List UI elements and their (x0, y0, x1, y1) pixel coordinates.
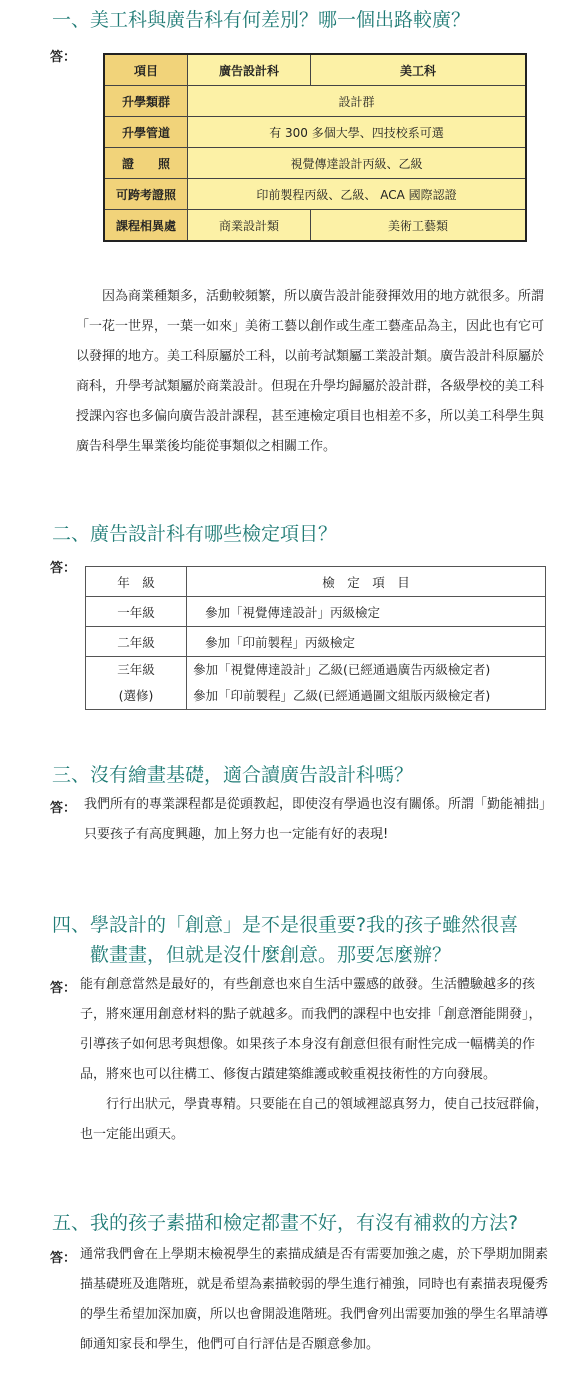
row-value-ad: 商業設計類 (188, 210, 311, 242)
table-header-year: 年 級 (86, 567, 187, 597)
answer-text: 因為商業種類多，活動較頻繁，所以廣告設計能發揮效用的地方就很多。所謂「一花一世界，一葉一如來」美術工藝以創作或生產工藝產品為主，因此也有它可以發揮的地方。美工科原屬於工科，以前考試類屬工業設計類。廣告設計科原屬於商科，升學考試類屬於商業設計。但現在升學均歸屬於設計群，各級學校的美工科授課內容也多偏向廣告設計課程，甚至連檢定項目也相差不多，所以美工科學生與廣告科學生畢業後均能從事類似之相關工作。 (76, 289, 545, 454)
table-header-art: 美工科 (311, 54, 527, 86)
question-5-title: 五、我的孩子素描和檢定都畫不好，有沒有補救的方法? (52, 1212, 519, 1234)
question-2-title: 二、廣告設計科有哪些檢定項目？ (52, 523, 338, 545)
year-cell: 一年級 (86, 597, 187, 627)
row-label: 證 照 (104, 148, 188, 179)
question-4-title-line-2: 歡畫畫，但就是沒什麼創意。那要怎麼辦？ (90, 944, 452, 966)
table-header-ad: 廣告設計科 (188, 54, 311, 86)
table-row (86, 627, 546, 657)
item-line: 參加「印前製程」乙級(已經通過圖文組版丙級檢定者) (193, 688, 491, 703)
answer-label: 答： (50, 50, 77, 65)
year-label: 三年級 (117, 662, 155, 677)
row-value-art: 美術工藝類 (311, 210, 527, 242)
question-3-title: 三、沒有繪畫基礎，適合讀廣告設計科嗎？ (52, 764, 414, 786)
answer-text: 能有創意當然是最好的，有些創意也來自生活中靈感的啟發。生活體驗越多的孩子，將來運用創意材料的點子就越多。而我們的課程中也安排「創意潛能開發」，引導孩子如何思考與想像。如果孩子本身沒有創意但很有耐性完成一幅構美的作品，將來也可以往構工、修復古蹟建築維護或較重視技術性的方向發展。 (80, 977, 542, 1082)
item-cell (187, 657, 546, 710)
table-header-row (104, 54, 526, 86)
answer-paragraph (84, 790, 548, 850)
answer-text: 我們所有的專業課程都是從頭教起，即使沒有學過也沒有關係。所謂「勤能補拙」只要孩子有高度興趣，加上努力也一定能有好的表現! (84, 797, 546, 842)
table-row (86, 597, 546, 627)
row-value: 設計群 (188, 86, 527, 117)
row-label: 升學管道 (104, 117, 188, 148)
table-row (104, 179, 526, 210)
item-cell: 參加「視覺傳達設計」丙級檢定 (187, 597, 546, 627)
answer-paragraph (80, 1240, 548, 1360)
question-1-title: 一、美工科與廣告科有何差別？哪一個出路較廣？ (52, 9, 471, 31)
question-4-title-line-1: 四、學設計的「創意」是不是很重要?我的孩子雖然很喜 (52, 914, 519, 936)
table-row (104, 210, 526, 242)
answer-label: 答： (50, 1251, 77, 1266)
elective-label: (選修) (118, 688, 154, 703)
answer-label: 答： (50, 801, 77, 816)
answer-text: 行行出狀元，學貴專精。只要能在自己的領域裡認真努力，使自己技冠群倫，也一定能出頭天。 (80, 1097, 549, 1142)
item-line: 參加「視覺傳達設計」乙級(已經通過廣告丙級檢定者) (193, 662, 491, 677)
row-label: 升學類群 (104, 86, 188, 117)
table-header-items: 檢 定 項 目 (187, 567, 546, 597)
table-header-item: 項目 (104, 54, 188, 86)
table-row (104, 148, 526, 179)
table-row (104, 117, 526, 148)
answer-paragraph (80, 970, 548, 1150)
item-cell: 參加「印前製程」丙級檢定 (187, 627, 546, 657)
row-value: 有 300 多個大學、四技校系可選 (188, 117, 527, 148)
answer-label: 答： (50, 561, 77, 576)
table-header-row (86, 567, 546, 597)
year-cell: 二年級 (86, 627, 187, 657)
comparison-table (103, 53, 527, 242)
table-row (104, 86, 526, 117)
row-label: 課程相異處 (104, 210, 188, 242)
table-row (86, 657, 546, 710)
row-label: 可跨考證照 (104, 179, 188, 210)
certification-table (85, 566, 546, 710)
row-value: 印前製程丙級、乙級、 ACA 國際認證 (188, 179, 527, 210)
answer-text: 通常我們會在上學期末檢視學生的素描成績是否有需要加強之處，於下學期加開素描基礎班及進階班，就是希望為素描較弱的學生進行補強，同時也有素描表現優秀的學生希望加深加廣，所以也會開設進階班。我們會列出需要加強的學生名單請導師通知家長和學生，他們可自行評估是否願意參加。 (80, 1247, 549, 1352)
answer-label: 答： (50, 981, 77, 996)
answer-paragraph (76, 282, 548, 462)
row-value: 視覺傳達設計丙級、乙級 (188, 148, 527, 179)
year-cell (86, 657, 187, 710)
